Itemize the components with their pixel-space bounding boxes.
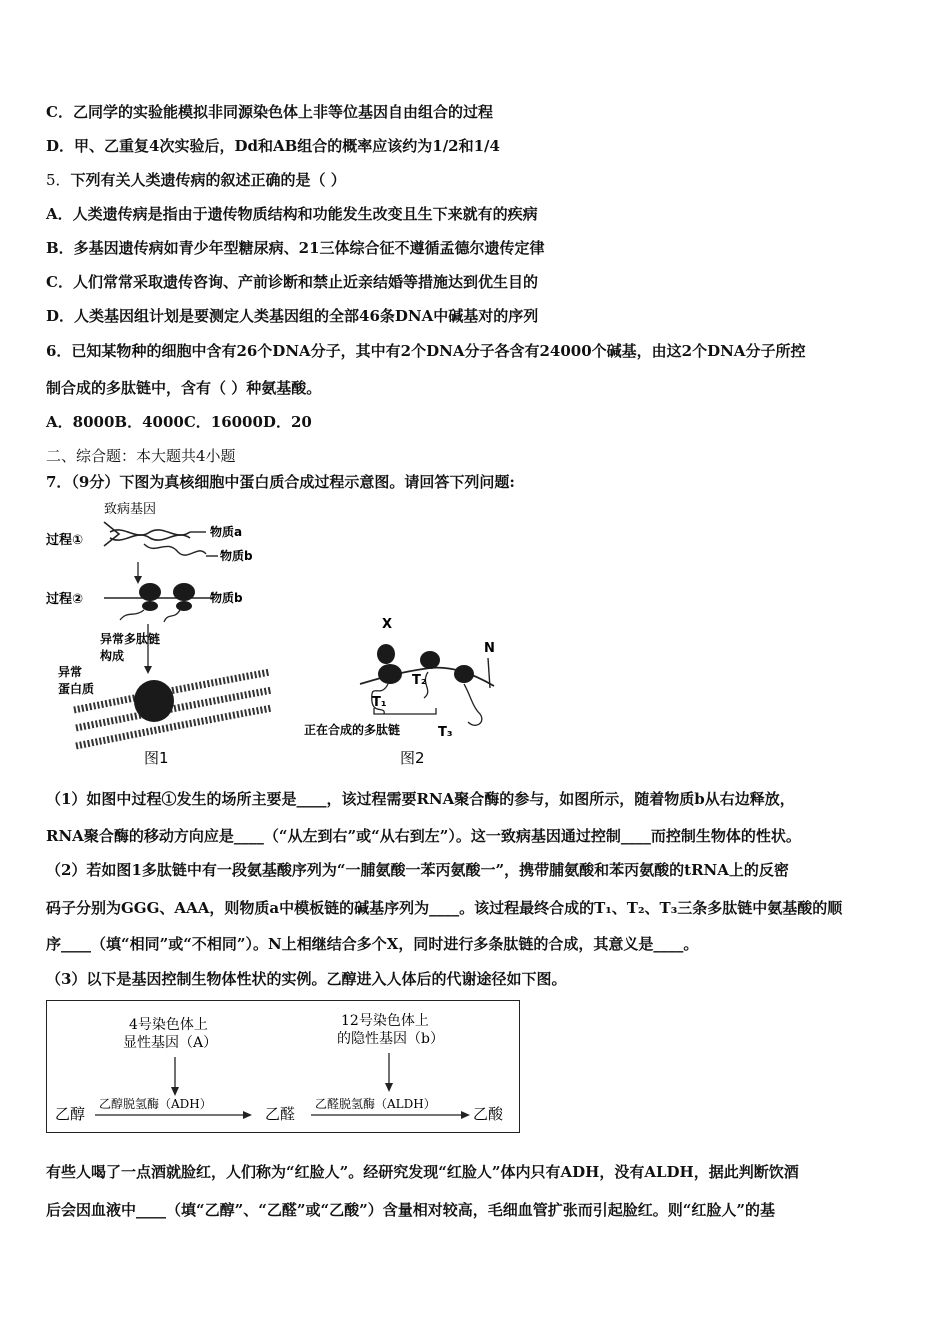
- aldh-label: 乙醛脱氢酶（ALDH）: [315, 1097, 436, 1111]
- ethanol-label: 乙醇: [55, 1105, 86, 1123]
- mrna-strand: [144, 544, 206, 555]
- q7-part3-line1: 有些人喝了一点酒就脸红，人们称为“红脸人”。经研究发现“红脸人”体内只有ADH，没有ALDH，据此判断饮酒: [46, 1163, 799, 1181]
- peptide-chain-1: [120, 610, 144, 620]
- q7-part2-line2: 码子分别为GGG、AAA，则物质a中模板链的碱基序列为____。该过程最终合成的T₁、T₂、T₃三条多肽链中氨基酸的顺: [46, 899, 843, 917]
- process-2-label: 过程②: [46, 592, 84, 607]
- x-label: X: [382, 617, 393, 632]
- option-d-q4: D．甲、乙重复4次实验后，Dd和AB组合的概率应该约为1/2和1/4: [46, 137, 500, 155]
- substance-b2-label: 物质b: [210, 591, 243, 605]
- options-q6: A．8000B．4000C．16000D．20: [46, 413, 312, 431]
- gene-a-line2: 显性基因（A）: [123, 1035, 218, 1051]
- option-d-q5: D．人类基因组计划是要测定人类基因组的全部46条DNA中碱基对的序列: [46, 307, 539, 325]
- chain-t3: [464, 684, 482, 725]
- t2-label: T₂: [412, 673, 427, 688]
- q7-part1-line2: RNA聚合酶的移动方向应是____（“从左到右”或“从右到左”）。这一致病基因通过控制____而控制生物体的性状。: [46, 827, 801, 845]
- flow-svg: [47, 1001, 519, 1132]
- abnormal-protein-shape: [134, 680, 174, 722]
- gene-a-arrow-head: [171, 1087, 179, 1096]
- section-heading: 二、综合题：本大题共4小题: [46, 447, 236, 465]
- q7-part3-line2: 后会因血液中____（填“乙醇”、“乙醛”或“乙酸”）含量相对较高，毛细血管扩张而引起脸红。则“红脸人”的基: [46, 1201, 776, 1219]
- gene-label: 致病基因: [104, 502, 157, 517]
- aldh-arrow-head: [461, 1111, 470, 1119]
- ribosome-2-small: [176, 601, 192, 611]
- membrane-lower-heads: [76, 708, 272, 746]
- ribosome-1: [139, 583, 161, 601]
- abnormal-protein-label-2: 蛋白质: [58, 682, 95, 696]
- q5-number: 5．: [46, 171, 71, 189]
- gene-bracket-left: [104, 522, 119, 546]
- adh-label: 乙醇脱氢酶（ADH）: [99, 1097, 212, 1111]
- peptide-chain-2: [164, 610, 180, 622]
- ribosome-x-top: [377, 644, 395, 664]
- ethanol-metabolism-diagram: [46, 1000, 520, 1133]
- abnormal-protein-label-1: 异常: [58, 665, 83, 679]
- gene-a-line1: 4号染色体上: [129, 1017, 208, 1033]
- abnormal-chain-label-1: 异常多肽链: [100, 632, 161, 646]
- process-1-label: 过程①: [46, 533, 84, 548]
- ribosome-1-small: [142, 601, 158, 611]
- option-b-q5: B．多基因遗传病如青少年型糖尿病、21三体综合征不遵循孟德尔遗传定律: [46, 239, 545, 257]
- gene-b-line2: 的隐性基因（b）: [337, 1031, 444, 1047]
- question-5: [46, 170, 346, 190]
- dna-strand-lower: [110, 535, 190, 540]
- n-label: N: [484, 641, 495, 656]
- ribosome-2-fig2: [420, 651, 440, 669]
- q7-part3-intro: （3）以下是基因控制生物体性状的实例。乙醇进入人体后的代谢途径如下图。: [46, 970, 567, 988]
- q7-part2-line3: 序____（填“相同”或“不相同”）。N上相继结合多个X，同时进行多条肽链的合成，其意义是____。: [46, 935, 699, 953]
- chain-label: 正在合成的多肽链: [304, 723, 401, 737]
- gene-b-arrow-head: [385, 1083, 393, 1092]
- question-6-line2: 制合成的多肽链中，含有（ ）种氨基酸。: [46, 379, 322, 397]
- ribosome-x: [378, 664, 402, 684]
- figure-1-caption: 图1: [144, 749, 169, 767]
- q5-stem: 下列有关人类遗传病的叙述正确的是（ ）: [70, 171, 346, 189]
- ribosome-2: [173, 583, 195, 601]
- membrane-bottom: [76, 690, 272, 728]
- abnormal-chain-label-2: 构成: [100, 649, 125, 663]
- q7-part2-line1: （2）若如图1多肽链中有一段氨基酸序列为“一脯氨酸一苯丙氨酸一”，携带脯氨酸和苯丙氨酸的tRNA上的反密: [46, 861, 789, 879]
- ribosome-3-fig2: [454, 665, 474, 683]
- substance-b-label: 物质b: [220, 549, 253, 563]
- figure-2: [300, 610, 530, 770]
- arrow-1-head: [134, 576, 142, 584]
- adh-arrow-head: [243, 1111, 252, 1119]
- t1-label: T₁: [372, 695, 387, 710]
- option-c-q4: C．乙同学的实验能模拟非同源染色体上非等位基因自由组合的过程: [46, 103, 493, 121]
- question-6-line1: 6．已知某物种的细胞中含有26个DNA分子，其中有2个DNA分子各含有24000个碱基，由这2个DNA分子所控: [46, 342, 806, 360]
- option-c-q5: C．人们常常采取遗传咨询、产前诊断和禁止近亲结婚等措施达到优生目的: [46, 273, 538, 291]
- arrow-2-head: [144, 666, 152, 674]
- acetic-acid-label: 乙酸: [473, 1105, 504, 1123]
- q7-part1-line1: （1）如图中过程①发生的场所主要是____，该过程需要RNA聚合酶的参与，如图所示，随着物质b从右边释放，: [46, 790, 795, 808]
- acetaldehyde-label: 乙醛: [265, 1105, 296, 1123]
- figure-2-caption: 图2: [400, 749, 425, 767]
- t3-label: T₃: [438, 725, 453, 740]
- question-7: 7．（9分）下图为真核细胞中蛋白质合成过程示意图。请回答下列问题:: [46, 473, 515, 491]
- figure-1: [44, 498, 284, 768]
- option-a-q5: A．人类遗传病是指由于遗传物质结构和功能发生改变且生下来就有的疾病: [46, 205, 538, 223]
- gene-b-line1: 12号染色体上: [341, 1013, 429, 1029]
- substance-a-label: 物质a: [210, 525, 243, 539]
